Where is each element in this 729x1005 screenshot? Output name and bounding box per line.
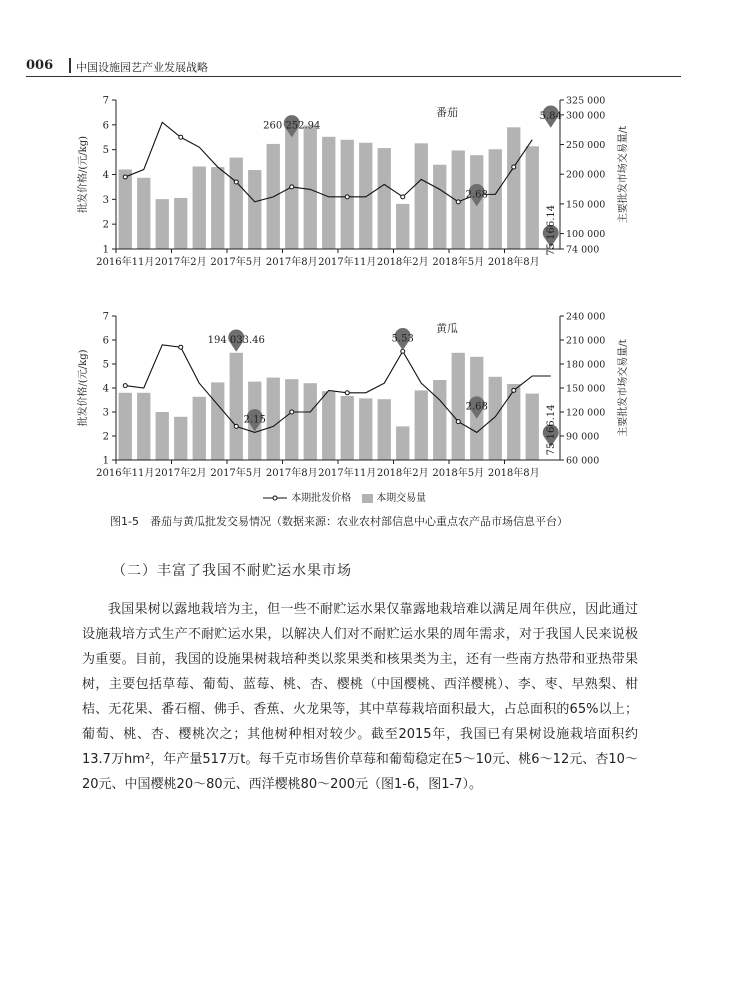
chart-bar [489, 377, 502, 460]
annotation-label: 2.15 [243, 414, 266, 426]
annotation-label: 260 252.94 [263, 120, 321, 132]
chart-bar [193, 166, 206, 249]
price-point [456, 420, 460, 424]
figure-caption: 图1-5 番茄与黄瓜批发交易情况（数据来源：农业农村部信息中心重点农产品市场信息平台） [110, 515, 568, 528]
annotation-label: 5.53 [391, 333, 414, 345]
cucumber-chart [60, 308, 640, 488]
y-tick-label-left: 1 [102, 455, 109, 467]
chart-bar [211, 382, 224, 460]
y-tick-label-left: 2 [102, 431, 109, 443]
chart-bar [304, 126, 317, 249]
y-axis-label-right: 主要批发市场交易量/t [618, 125, 629, 224]
y-tick-label-left: 7 [102, 95, 109, 107]
price-point [512, 388, 516, 392]
y-tick-label-right: 100 000 [566, 229, 606, 241]
y-tick-label-right: 200 000 [566, 169, 606, 181]
chart-bar [526, 394, 539, 460]
x-tick-label: 2017年11月 [318, 468, 377, 479]
price-point [456, 200, 460, 204]
price-point [123, 175, 127, 179]
y-tick-label-right: 210 000 [566, 335, 606, 347]
y-tick-label-left: 4 [102, 170, 109, 181]
x-tick-label: 2018年2月 [376, 468, 429, 479]
y-axis-label-left: 批发价格/(元/kg) [78, 135, 89, 214]
header-rule [26, 76, 681, 77]
chart-bar [137, 178, 150, 249]
chart-bar [433, 380, 446, 460]
y-tick-label-right: 90 000 [566, 431, 600, 443]
y-tick-label-right: 250 000 [566, 140, 606, 152]
x-tick-label: 2018年5月 [432, 257, 485, 268]
y-tick-label-right: 325 000 [566, 95, 606, 107]
y-axis-label-left: 批发价格/(元/kg) [78, 349, 89, 427]
chart-bar [452, 353, 465, 460]
chart-bar [304, 383, 317, 460]
price-point [345, 391, 349, 395]
y-tick-label-right: 120 000 [566, 407, 606, 419]
y-tick-label-left: 1 [102, 244, 109, 256]
x-tick-label: 2018年8月 [487, 257, 540, 268]
y-tick-label-right: 240 000 [566, 311, 606, 323]
chart-bar [248, 170, 261, 249]
x-tick-label: 2017年2月 [154, 257, 207, 268]
annotation-label: 194 033.46 [207, 334, 265, 346]
annotation-label: 5.84 [539, 110, 562, 122]
y-tick-label-left: 4 [102, 383, 109, 395]
annotation-label: 75 166.14 [545, 404, 557, 456]
chart-bar [156, 412, 169, 460]
y-tick-label-left: 6 [102, 335, 109, 347]
tomato-chart [60, 92, 640, 277]
chart-bar [415, 143, 428, 249]
legend-item-price [262, 489, 351, 504]
legend-label-price: 本期批发价格 [291, 493, 352, 504]
chart-bar [230, 158, 243, 249]
y-tick-label-right: 300 000 [566, 110, 606, 122]
body-text [82, 597, 638, 797]
chart-bar [193, 397, 206, 460]
x-tick-label: 2017年8月 [265, 257, 318, 268]
y-tick-label-right: 150 000 [566, 383, 606, 395]
y-axis-label-right: 主要批发市场交易量/t [618, 339, 629, 437]
price-point [123, 384, 127, 388]
body-paragraph: 我国果树以露地栽培为主，但一些不耐贮运水果仅靠露地栽培难以满足周年供应，因此通过设施栽培方式生产不耐贮运水果，以解决人们对不耐贮运水果的周年需求，对于我国人民来说极为重要。目前，我国的设施果树栽培种类以浆果类和核果类为主，还有一些南方热带和亚热带果树，主要包括草莓、葡萄、蓝莓、桃、杏、樱桃（中国樱桃、西洋樱桃）、李、枣、早熟梨、柑桔、无花果、番石榴、佛手、香蕉、火龙果等，其中草莓栽培面积最大，占总面积的65%以上；葡萄、桃、杏、樱桃次之；其他树种相对较少。截至2015年，我国已有果树设施栽培面积约13.7万hm²，年产量517万t。每千克市场售价草莓和葡萄稳定在5～10元、桃6～12元、杏10～20元、中国樱桃20～80元、西洋樱桃80～200元（图1-6，图1-7）。 [82, 602, 638, 792]
chart-bar [378, 399, 391, 460]
x-tick-label: 2017年5月 [210, 468, 263, 479]
y-tick-label-right: 180 000 [566, 359, 606, 371]
chart-bar [341, 396, 354, 460]
chart-bar [359, 398, 372, 460]
chart-title: 黄瓜 [436, 322, 459, 335]
price-point [179, 135, 183, 139]
y-tick-label-right: 74 000 [566, 244, 600, 256]
chart-bar [230, 353, 243, 460]
chart-bar [415, 390, 428, 460]
chart-bar [156, 199, 169, 249]
chart-bar [137, 393, 150, 460]
chart-bar [211, 167, 224, 249]
price-point [345, 195, 349, 199]
x-tick-label: 2018年2月 [376, 257, 429, 268]
chart-bar [119, 169, 132, 249]
x-tick-label: 2018年5月 [432, 468, 485, 479]
chart-bar [526, 146, 539, 249]
price-point [401, 195, 405, 199]
annotation-label: 2.68 [465, 189, 488, 201]
y-tick-label-right: 150 000 [566, 199, 606, 211]
price-point [512, 165, 516, 169]
annotation-label: 75 166.14 [545, 204, 557, 256]
x-tick-label: 2016年11月 [96, 257, 155, 268]
y-tick-label-left: 3 [102, 194, 109, 206]
price-point [179, 345, 183, 349]
x-tick-label: 2017年5月 [210, 257, 263, 268]
y-tick-label-left: 6 [102, 120, 109, 132]
y-tick-label-left: 2 [102, 219, 109, 231]
chart-bar [174, 198, 187, 249]
legend-item-volume [362, 489, 426, 504]
chart-bar [489, 149, 502, 249]
price-point [234, 180, 238, 184]
page-number: 006 [26, 58, 54, 73]
chart-bar [433, 165, 446, 249]
y-tick-label-right: 60 000 [566, 455, 600, 467]
section-heading: （二）丰富了我国不耐贮运水果市场 [112, 563, 352, 579]
chart-title: 番茄 [436, 106, 459, 119]
chart-bar [396, 204, 409, 249]
x-tick-label: 2016年11月 [96, 468, 155, 479]
annotation-label: 2.68 [465, 401, 488, 413]
chart-bar [322, 137, 335, 249]
chart-bar [119, 393, 132, 460]
header-divider [69, 58, 71, 73]
chart-bar [174, 417, 187, 460]
chart-bar [378, 148, 391, 249]
chart-bar [507, 384, 520, 460]
chart-bar [396, 426, 409, 460]
x-tick-label: 2018年8月 [487, 468, 540, 479]
x-tick-label: 2017年11月 [318, 257, 377, 268]
price-line [125, 345, 551, 433]
x-tick-label: 2017年2月 [154, 468, 207, 479]
y-tick-label-left: 7 [102, 311, 109, 323]
book-title: 中国设施园艺产业发展战略 [76, 61, 208, 74]
legend-line-marker-icon [262, 493, 288, 503]
chart-legend [262, 489, 522, 503]
chart-bar [507, 127, 520, 249]
price-point [234, 424, 238, 428]
chart-bar [285, 379, 298, 460]
price-point [290, 185, 294, 189]
running-header [26, 58, 676, 76]
y-tick-label-left: 3 [102, 407, 109, 419]
y-tick-label-left: 5 [102, 145, 109, 157]
price-point [290, 410, 294, 414]
legend-label-volume: 本期交易量 [376, 493, 427, 504]
x-tick-label: 2017年8月 [265, 468, 318, 479]
y-tick-label-left: 5 [102, 359, 109, 371]
chart-bar [322, 391, 335, 460]
chart-bar [359, 143, 372, 249]
legend-bar-swatch-icon [362, 494, 373, 503]
chart-bar [267, 378, 280, 460]
